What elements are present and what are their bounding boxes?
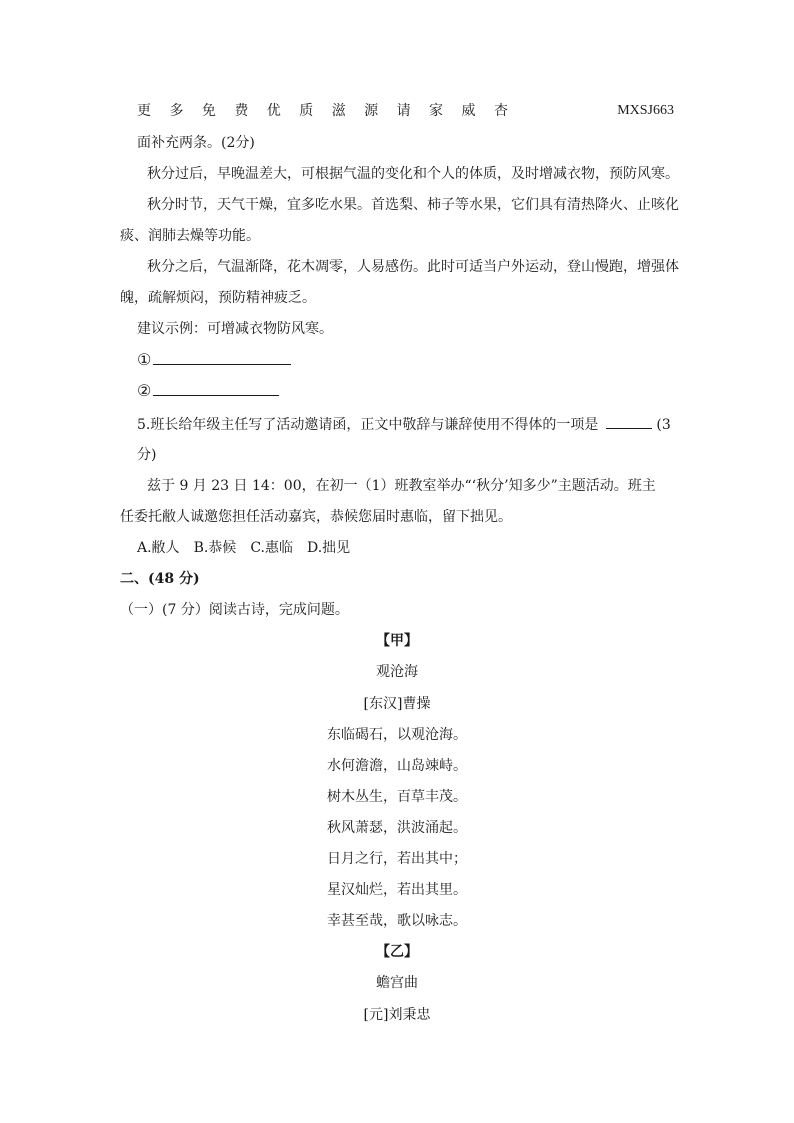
question-continuation: 面补充两条。(2分) — [137, 135, 255, 151]
question-5-score-cont: 分) — [137, 447, 157, 463]
poem-jia-author: [东汉]曹操 — [363, 696, 431, 712]
poem-jia-line-6: 星汉灿烂，若出其里。 — [327, 882, 467, 898]
poem-jia-line-2: 水何澹澹，山岛竦峙。 — [327, 758, 467, 774]
header-code: MXSJ663 — [617, 103, 674, 118]
poem-yi-title: 蟾宫曲 — [376, 975, 418, 991]
example-suggestion: 建议示例：可增减衣物防风寒。 — [137, 321, 333, 337]
poem-jia-label: 【甲】 — [376, 633, 418, 649]
question-5-stem — [137, 414, 671, 435]
answer-line-2 — [137, 381, 279, 402]
poem-jia-line-3: 树木丛生，百草丰茂。 — [327, 789, 467, 805]
option-c[interactable]: C.惠临 — [250, 540, 293, 556]
poem-jia-line-5: 日月之行，若出其中； — [327, 851, 467, 867]
paragraph-2-line-2: 痰、润肺去燥等功能。 — [120, 228, 260, 244]
section-2-heading: 二、(48 分) — [120, 571, 200, 587]
question-5-options — [137, 538, 364, 558]
option-d[interactable]: D.拙见 — [306, 540, 351, 556]
question-5-blank[interactable] — [606, 414, 652, 429]
poem-jia-line-1: 东临碣石，以观沧海。 — [327, 727, 467, 743]
poem-yi-author: [元]刘秉忠 — [363, 1007, 431, 1023]
poem-jia-line-7: 幸甚至哉，歌以咏志。 — [327, 913, 467, 929]
header-watermark: 更 多 免 费 优 质 滋 源 请 家 威 杏 — [137, 103, 515, 119]
poem-jia-line-4: 秋风萧瑟，洪波涌起。 — [327, 820, 467, 836]
question-5-score: (3 — [656, 417, 671, 433]
paragraph-1: 秋分过后，早晚温差大，可根据气温的变化和个人的体质，及时增减衣物，预防风寒。 — [147, 166, 679, 182]
answer-2-marker: ② — [137, 381, 152, 400]
invitation-line-2: 任委托敝人诚邀您担任活动嘉宾，恭候您届时惠临，留下拙见。 — [120, 509, 512, 525]
answer-line-1 — [137, 350, 291, 371]
answer-1-blank[interactable] — [153, 350, 291, 365]
answer-2-blank[interactable] — [153, 381, 279, 396]
option-a[interactable]: A.敝人 — [137, 540, 180, 556]
invitation-line-1: 兹于 9 月 23 日 14：00，在初一（1）班教室举办“‘秋分’知多少”主题活动。班主 — [147, 478, 656, 494]
poem-jia-title: 观沧海 — [376, 664, 418, 680]
section-2-subheading: （一）(7 分）阅读古诗，完成问题。 — [120, 602, 349, 618]
paragraph-2-line-1: 秋分时节，天气干燥，宜多吃水果。首选梨、柿子等水果，它们具有清热降火、止咳化 — [147, 197, 679, 213]
option-b[interactable]: B.恭候 — [193, 540, 237, 556]
question-5-text: 5.班长给年级主任写了活动邀请函，正文中敬辞与谦辞使用不得体的一项是 — [137, 417, 599, 433]
answer-1-marker: ① — [137, 350, 152, 369]
paragraph-3-line-1: 秋分之后，气温渐降，花木凋零，人易感伤。此时可适当户外运动，登山慢跑，增强体 — [147, 259, 679, 275]
paragraph-3-line-2: 魄，疏解烦闷，预防精神疲乏。 — [120, 290, 316, 306]
poem-yi-label: 【乙】 — [376, 944, 418, 960]
